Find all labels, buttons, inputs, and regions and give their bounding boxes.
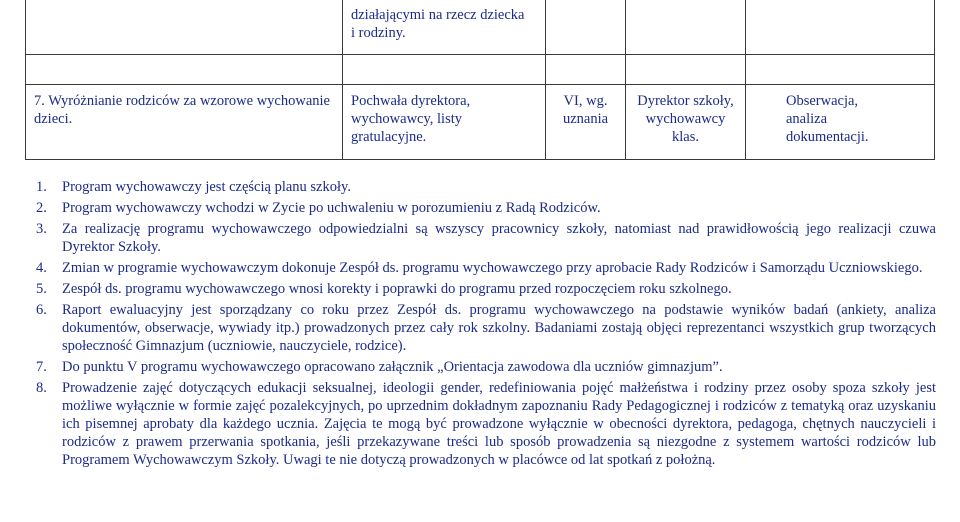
numbered-list	[36, 178, 936, 472]
list-text: Zespół ds. programu wychowawczego wnosi korekty i poprawki do programu przed rozpoczęciem roku szkolnego.	[62, 281, 732, 297]
list-item	[36, 358, 936, 376]
table-cell	[342, 0, 545, 55]
list-item	[36, 220, 936, 256]
list-number: 3.	[36, 221, 47, 237]
list-number: 7.	[36, 359, 47, 375]
list-text: Raport ewaluacyjny jest sporządzany co roku przez Zespół ds. programu wychowawczego na podstawie wyników badań (ankiety, analiza dokumentów, obserwacje, wywiady itp.) prowadzonych przez cały rok szkolny. Badaniami zostają objęci reprezentanci wszystkich grup tworzących społeczność Gimnazjum (uczniowie, nauczyciele, rodzice).	[62, 302, 936, 354]
list-item	[36, 259, 936, 277]
table-cell	[25, 85, 342, 160]
list-text: Zmian w programie wychowawczym dokonuje Zespół ds. programu wychowawczego przy aprobacie Rady Rodziców i Samorządu Uczniowskiego.	[62, 260, 923, 276]
list-item	[36, 379, 936, 469]
cell-text: działającymi na rzecz dziecka i rodziny.	[351, 7, 525, 41]
table-cell	[25, 55, 342, 85]
table-cell	[745, 85, 935, 160]
cell-text: VI, wg. uznania	[562, 93, 609, 127]
table-cell	[545, 85, 625, 160]
table-cell	[342, 55, 545, 85]
cell-text: Pochwała dyrektora, wychowawcy, listy gratulacyjne.	[351, 93, 471, 145]
list-number: 6.	[36, 302, 47, 318]
table-cell	[625, 85, 745, 160]
table-cell	[25, 0, 342, 55]
list-text: Za realizację programu wychowawczego odpowiedzialni są wszyscy pracownicy szkoły, natomiast nad prawidłowością jego realizacji czuwa Dyrektor Szkoły.	[62, 221, 936, 255]
cell-text: 7. Wyróżnianie rodziców za wzorowe wychowanie dzieci.	[34, 93, 330, 127]
list-item	[36, 178, 936, 196]
table-cell	[545, 0, 625, 55]
table-cell	[745, 0, 935, 55]
cell-text: Obserwacja, analiza dokumentacji.	[786, 93, 869, 145]
list-text: Program wychowawczy jest częścią planu szkoły.	[62, 179, 351, 195]
table-cell	[625, 0, 745, 55]
list-text: Program wychowawczy wchodzi w Zycie po uchwaleniu w porozumieniu z Radą Rodziców.	[62, 200, 601, 216]
list-text: Do punktu V programu wychowawczego opracowano załącznik „Orientacja zawodowa dla uczniów gimnazjum”.	[62, 359, 723, 375]
list-item	[36, 280, 936, 298]
table-cell	[545, 55, 625, 85]
list-item	[36, 301, 936, 355]
table-cell	[342, 85, 545, 160]
list-number: 8.	[36, 380, 47, 396]
list-number: 1.	[36, 179, 47, 195]
list-text: Prowadzenie zajęć dotyczących edukacji seksualnej, ideologii gender, redefiniowania pojęć małżeństwa i rodziny przez osoby spoza szkoły jest możliwe wyłącznie w formie zajęć pozalekcyjnych, po uprzednim dokładnym zapoznaniu Rady Pedagogicznej i rodziców z tematyką oraz uzyskaniu ich pisemnej aprobaty dla każdego ucznia. Zajęcia te mogą być prowadzone wyłącznie w obecności dyrektora, pedagoga, chętnych nauczycieli i rodziców z prawem przerwania spotkania, jeśli przekazywane treści lub sposób prowadzenia są niezgodne z systemem wartości rodziców lub Programem Wychowawczym Szkoły. Uwagi te nie dotyczą prowadzonych w placówce od lat spotkań z położną.	[62, 380, 936, 468]
list-number: 4.	[36, 260, 47, 276]
table-cell	[745, 55, 935, 85]
list-number: 5.	[36, 281, 47, 297]
document-table	[25, 0, 935, 159]
table-cell	[625, 55, 745, 85]
list-number: 2.	[36, 200, 47, 216]
cell-text: Dyrektor szkoły, wychowawcy klas.	[637, 93, 734, 145]
list-item	[36, 199, 936, 217]
